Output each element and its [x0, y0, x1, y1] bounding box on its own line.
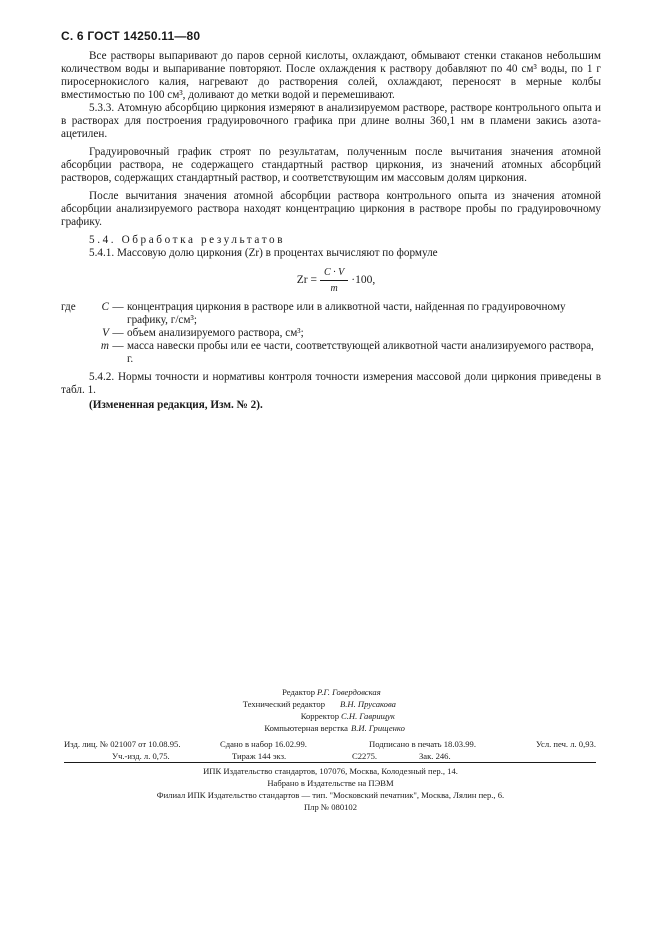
- definition-text: концентрация циркония в растворе или в аликвотной части, найденная по градуировочному графику, г/см³;: [127, 301, 566, 326]
- document-body: [61, 50, 601, 412]
- definition-text: масса навески пробы или ее части, соответствующей аликвотной части анализируемого раствора, г.: [127, 340, 594, 365]
- pubinfo-row: [64, 750, 596, 762]
- formula: [61, 266, 601, 295]
- divider-rule: [64, 762, 596, 763]
- credit-label: Технический редактор: [242, 699, 325, 709]
- credit-label: Редактор: [282, 687, 315, 697]
- print-run: Тираж 144 экз.: [232, 751, 287, 761]
- formula-denominator: m: [330, 283, 338, 294]
- formula-numerator: C · V: [320, 266, 348, 281]
- page-header: С. 6 ГОСТ 14250.11—80: [61, 29, 201, 43]
- imprint-line: ИПК Издательство стандартов, 107076, Москва, Колодезный пер., 14.: [203, 766, 458, 776]
- credit-line: [0, 686, 661, 698]
- definition-row: [61, 340, 601, 366]
- formula-rhs: ·100,: [351, 274, 376, 286]
- credit-name: Р.Г. Говердовская: [317, 687, 381, 697]
- imprint: [0, 765, 661, 813]
- definition-dash: —: [112, 301, 124, 313]
- pubinfo-row: [64, 738, 596, 750]
- imprint-line: Филиал ИПК Издательство стандартов — тип. "Московский печатник", Москва, Лялин пер., 6.: [156, 790, 505, 800]
- printed-sheets: Усл. печ. л. 0,93.: [535, 739, 596, 749]
- definition-dash: —: [112, 340, 124, 352]
- order-number: Зак. 246.: [419, 751, 451, 761]
- paragraph-5-3-3: 5.3.3. Атомную абсорбцию циркония измеряют в анализируемом растворе, растворе контрольного опыта и в растворах для построения градуировочного графика при длине волны 360,1 нм в пламени закись азота-ацетилен.: [61, 102, 601, 140]
- definition-symbol: C: [101, 301, 109, 313]
- credit-name: В.И. Грищенко: [351, 723, 405, 733]
- paragraph-evaporation: Все растворы выпаривают до паров серной кислоты, охлаждают, обмывают стенки стаканов небольшим количеством воды и выпаривание повторяют. После охлаждения к раствору добавляют по 40 см³ воды, по 1 г пиросернокислого калия, нагревают до растворения солей, охлаждают, переносят в мерные колбы вместимостью по 100 см³, доливают до метки водой и перемешивают.: [61, 50, 601, 101]
- paragraph-5-4-2: 5.4.2. Нормы точности и нормативы контроля точности измерения массовой доли циркония приведены в табл. 1.: [61, 371, 601, 396]
- credit-line: [0, 698, 661, 710]
- license-number: Изд. лиц. № 021007 от 10.08.95.: [64, 739, 181, 749]
- catalog-code: С2275.: [352, 751, 378, 761]
- imprint-line: Плр № 080102: [303, 802, 358, 812]
- definition-symbol: V: [102, 327, 109, 339]
- credit-line: [0, 710, 661, 722]
- credit-name: С.Н. Гаврищук: [341, 711, 395, 721]
- section-title-processing: 5.4. Обработка результатов: [89, 234, 286, 246]
- definition-lead: [61, 340, 89, 366]
- definition-text: объем анализируемого раствора, см³;: [127, 327, 304, 339]
- definition-row: [61, 327, 601, 340]
- credit-line: [0, 722, 661, 734]
- definition-symbol: m: [100, 340, 109, 352]
- definition-row: [61, 301, 601, 327]
- publisher-sheets: Уч.-изд. л. 0,75.: [112, 751, 170, 761]
- definition-dash: —: [112, 327, 124, 339]
- paragraph-5-4-1: 5.4.1. Массовую долю циркония (Zr) в процентах вычисляют по формуле: [89, 247, 438, 259]
- publication-info: [64, 738, 596, 762]
- sent-to-typesetting: Сдано в набор 16.02.99.: [220, 739, 307, 749]
- credit-label: Компьютерная верстка: [264, 723, 348, 733]
- credit-label: Корректор: [300, 711, 339, 721]
- formula-fraction: [320, 266, 348, 295]
- signed-for-print: Подписано в печать 18.03.99.: [369, 739, 476, 749]
- credit-name: В.Н. Прусакова: [340, 699, 396, 709]
- definition-lead: [61, 327, 89, 340]
- definition-lead: где: [61, 301, 76, 313]
- formula-lhs: Zr =: [296, 274, 317, 286]
- paragraph-subtraction: После вычитания значения атомной абсорбции раствора контрольного опыта из значения атомной абсорбции анализируемого раствора находят концентрацию циркония в растворе пробы по градуировочному графику.: [61, 190, 601, 228]
- editorial-credits: [0, 686, 661, 734]
- amendment-note: (Измененная редакция, Изм. № 2).: [89, 399, 263, 411]
- paragraph-calibration: Градуировочный график строят по результатам, полученным после вычитания значения атомной абсорбции раствора, не содержащего стандартный раствор циркония, из значений атомных абсорбций растворов, содержащих стандартный раствор, и соответствующим им массовым долям циркония.: [61, 146, 601, 184]
- imprint-line: Набрано в Издательстве на ПЭВМ: [267, 778, 394, 788]
- formula-definitions: [61, 301, 601, 366]
